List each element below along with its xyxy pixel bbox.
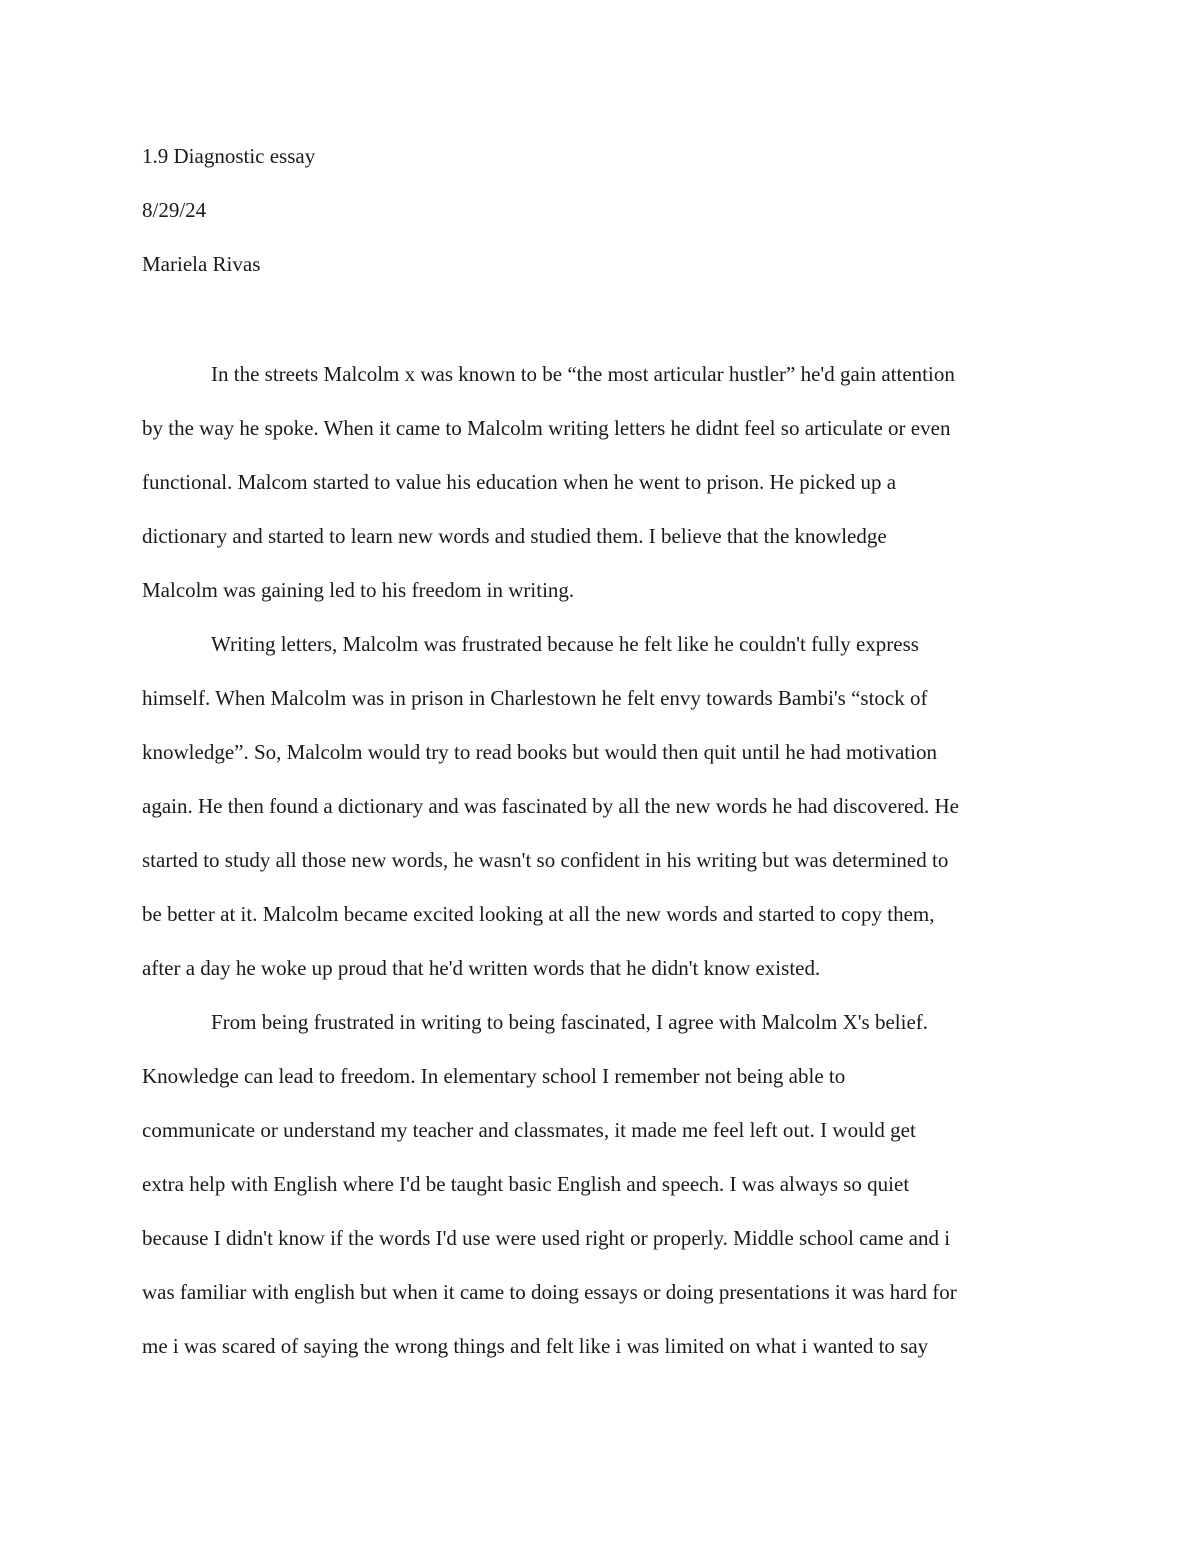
text-line: Malcolm was gaining led to his freedom in writing. <box>142 578 575 602</box>
text-line: extra help with English where I'd be taught basic English and speech. I was always so quiet <box>142 1172 910 1196</box>
text-line: after a day he woke up proud that he'd written words that he didn't know existed. <box>142 956 821 980</box>
text-line: Knowledge can lead to freedom. In elementary school I remember not being able to <box>142 1064 846 1088</box>
text-line: be better at it. Malcolm became excited looking at all the new words and started to copy them, <box>142 902 935 926</box>
paragraph-3 <box>142 1004 1062 1382</box>
text-line: knowledge”. So, Malcolm would try to read books but would then quit until he had motivation <box>142 740 937 764</box>
text-line: started to study all those new words, he wasn't so confident in his writing but was determined to <box>142 848 949 872</box>
text-line: dictionary and started to learn new words and studied them. I believe that the knowledge <box>142 524 887 548</box>
text-line: me i was scared of saying the wrong things and felt like i was limited on what i wanted to say <box>142 1334 929 1358</box>
essay-date: 8/29/24 <box>142 198 207 222</box>
text-line: communicate or understand my teacher and classmates, it made me feel left out. I would get <box>142 1118 916 1142</box>
essay-title: 1.9 Diagnostic essay <box>142 144 316 168</box>
text-line: because I didn't know if the words I'd use were used right or properly. Middle school came and i <box>142 1226 951 1250</box>
text-line: From being frustrated in writing to being fascinated, I agree with Malcolm X's belief. <box>211 1010 929 1034</box>
text-line: by the way he spoke. When it came to Malcolm writing letters he didnt feel so articulate or even <box>142 416 951 440</box>
essay-body <box>142 356 1062 1382</box>
text-line: was familiar with english but when it came to doing essays or doing presentations it was hard for <box>142 1280 957 1304</box>
paragraph-2 <box>142 626 1062 1004</box>
text-line: Writing letters, Malcolm was frustrated because he felt like he couldn't fully express <box>211 632 919 656</box>
author-name: Mariela Rivas <box>142 252 261 276</box>
paragraph-1 <box>142 356 1062 626</box>
text-line: himself. When Malcolm was in prison in Charlestown he felt envy towards Bambi's “stock of <box>142 686 928 710</box>
text-line: again. He then found a dictionary and was fascinated by all the new words he had discovered. He <box>142 794 959 818</box>
text-line: functional. Malcom started to value his education when he went to prison. He picked up a <box>142 470 897 494</box>
text-line: In the streets Malcolm x was known to be “the most articular hustler” he'd gain attention <box>211 362 955 386</box>
